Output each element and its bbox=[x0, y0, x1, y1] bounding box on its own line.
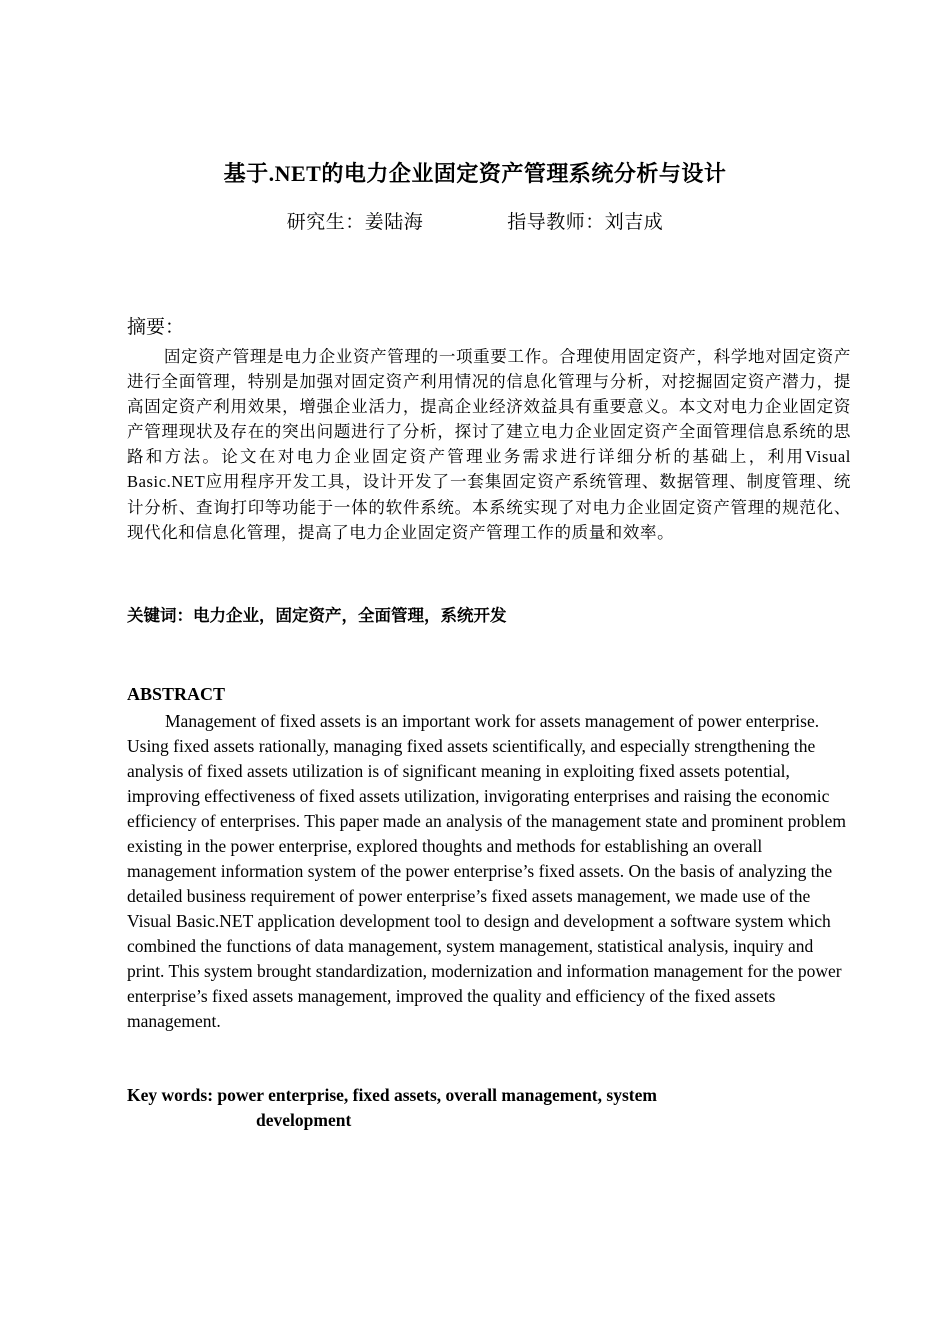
abstract-cn-body: 固定资产管理是电力企业资产管理的一项重要工作。合理使用固定资产，科学地对固定资产进行全面管理，特别是加强对固定资产利用情况的信息化管理与分析，对挖掘固定资产潜力，提高固定资产利用效果，增强企业活力，提高企业经济效益具有重要意义。本文对电力企业固定资产管理现状及存在的突出问题进行了分析，探讨了建立电力企业固定资产全面管理信息系统的思路和方法。论文在对电力企业固定资产管理业务需求进行详细分析的基础上，利用Visual Basic.NET应用程序开发工具，设计开发了一套集固定资产系统管理、数据管理、制度管理、统计分析、查询打印等功能于一体的软件系统。本系统实现了对电力企业固定资产管理的规范化、现代化和信息化管理，提高了电力企业固定资产管理工作的质量和效率。 bbox=[127, 347, 851, 542]
keywords-en-line2: development bbox=[256, 1110, 352, 1130]
keywords-en-line1: power enterprise, fixed assets, overall management, system bbox=[217, 1085, 657, 1105]
abstract-cn-heading: 摘要： bbox=[127, 317, 185, 338]
student-name: 研究生：姜陆海 bbox=[286, 212, 424, 233]
abstract-en-heading: ABSTRACT bbox=[127, 684, 226, 704]
paper-title: 基于.NET的电力企业固定资产管理系统分析与设计 bbox=[223, 161, 727, 186]
author-line bbox=[0, 207, 950, 234]
keywords-cn: 关键词：电力企业，固定资产，全面管理，系统开发 bbox=[127, 606, 507, 625]
abstract-en-body: Management of fixed assets is an important work for assets management of power enterprise. Using fixed assets rationally, managing fixed assets scientifically, and especially strengthening the analysis of fixed assets utilization is of significant meaning in exploiting fixed assets potential, improving effectiveness of fixed assets utilization, invigorating enterprises and raising the economic efficiency of enterprises. This paper made an analysis of the management state and prominent problem existing in the power enterprise, explored thoughts and methods for establishing an overall management information system of the power enterprise’s fixed assets. On the basis of analyzing the detailed business requirement of power enterprise’s fixed assets management, we made use of the Visual Basic.NET application development tool to design and development a software system which combined the functions of data management, system management, statistical analysis, inquiry and print. This system brought standardization, modernization and information management for the power enterprise’s fixed assets management, improved the quality and efficiency of the fixed assets management. bbox=[127, 711, 847, 1031]
keywords-en-label: Key words: bbox=[127, 1085, 214, 1105]
advisor-name: 指导教师：刘吉成 bbox=[507, 212, 664, 233]
keywords-en bbox=[127, 1083, 807, 1133]
